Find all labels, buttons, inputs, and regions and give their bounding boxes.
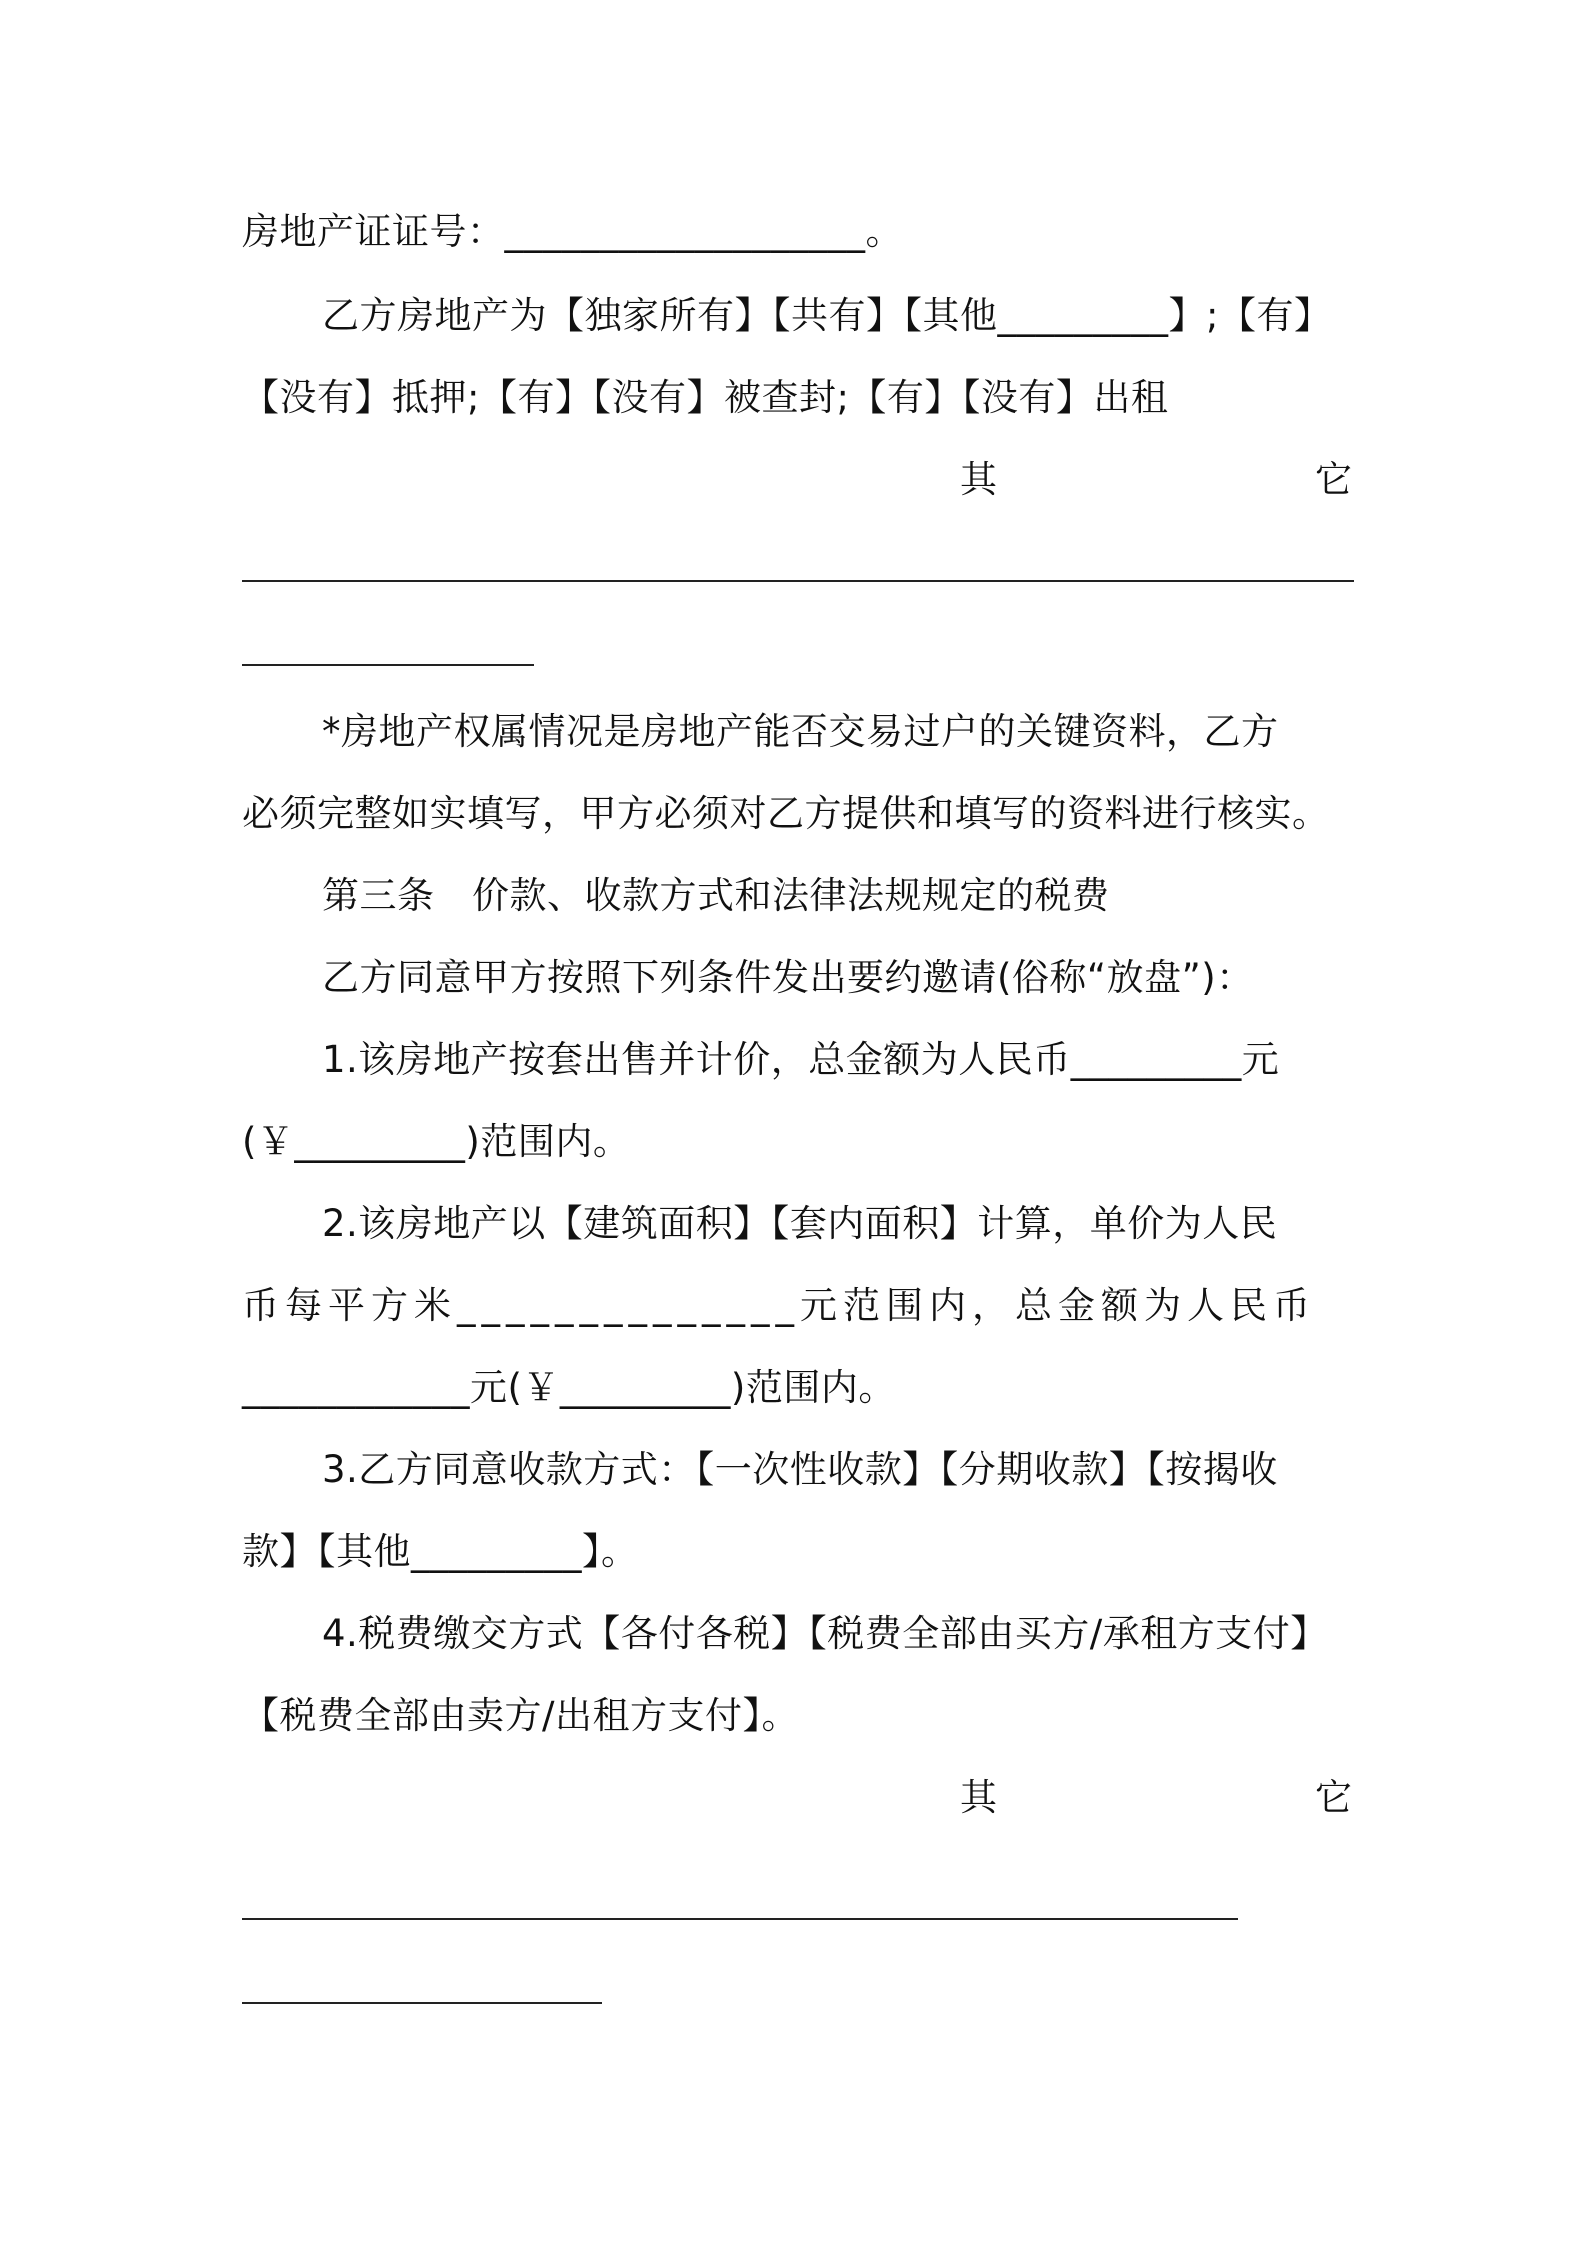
ownership-line: 乙方房地产为【独家所有】【共有】【其他_________】;【有】 [322, 294, 1332, 337]
item-3-line-1: 3.乙方同意收款方式：【一次性收款】【分期收款】【按揭收 [322, 1448, 1278, 1491]
item-3-line-2: 款】【其他_________】。 [242, 1530, 639, 1573]
blank-rule-1b [242, 664, 534, 666]
other-label-1-char-b: 它 [1315, 458, 1352, 501]
other-label-1 [960, 456, 1352, 504]
blank-rule-1a [242, 580, 1354, 582]
item-1-line-1: 1.该房地产按套出售并计价，总金额为人民币_________元 [322, 1038, 1280, 1081]
other-label-2-char-b: 它 [1315, 1776, 1352, 1819]
blank-rule-2a [242, 1918, 1238, 1920]
other-label-1-char-a: 其 [960, 458, 997, 501]
note-line-2: 必须完整如实填写，甲方必须对乙方提供和填写的资料进行核实。 [242, 792, 1330, 835]
blank-rule-2b [242, 2002, 602, 2004]
offer-intro: 乙方同意甲方按照下列条件发出要约邀请(俗称“放盘”)： [322, 956, 1254, 999]
other-label-2 [960, 1774, 1352, 1822]
certificate-number-line: 房地产证证号：___________________。 [242, 210, 903, 253]
article-title: 第三条 价款、收款方式和法律法规规定的税费 [322, 874, 1110, 917]
item-2-line-1: 2.该房地产以【建筑面积】【套内面积】计算，单价为人民 [322, 1202, 1278, 1245]
mortgage-line: 【没有】抵押;【有】【没有】被查封;【有】【没有】出租 [242, 376, 1169, 419]
note-line-1: *房地产权属情况是房地产能否交易过户的关键资料，乙方 [322, 710, 1279, 753]
item-1-line-2: (￥_________)范围内。 [242, 1120, 631, 1163]
item-4-line-1: 4.税费缴交方式【各付各税】【税费全部由买方/承租方支付】 [322, 1612, 1328, 1655]
item-4-line-2: 【税费全部由卖方/出租方支付】。 [242, 1694, 799, 1737]
other-label-2-char-a: 其 [960, 1776, 997, 1819]
item-2-line-3: ____________元(￥_________)范围内。 [242, 1366, 896, 1409]
item-2-line-2: 币每平方米______________元范围内，总金额为人民币 [242, 1284, 1316, 1327]
